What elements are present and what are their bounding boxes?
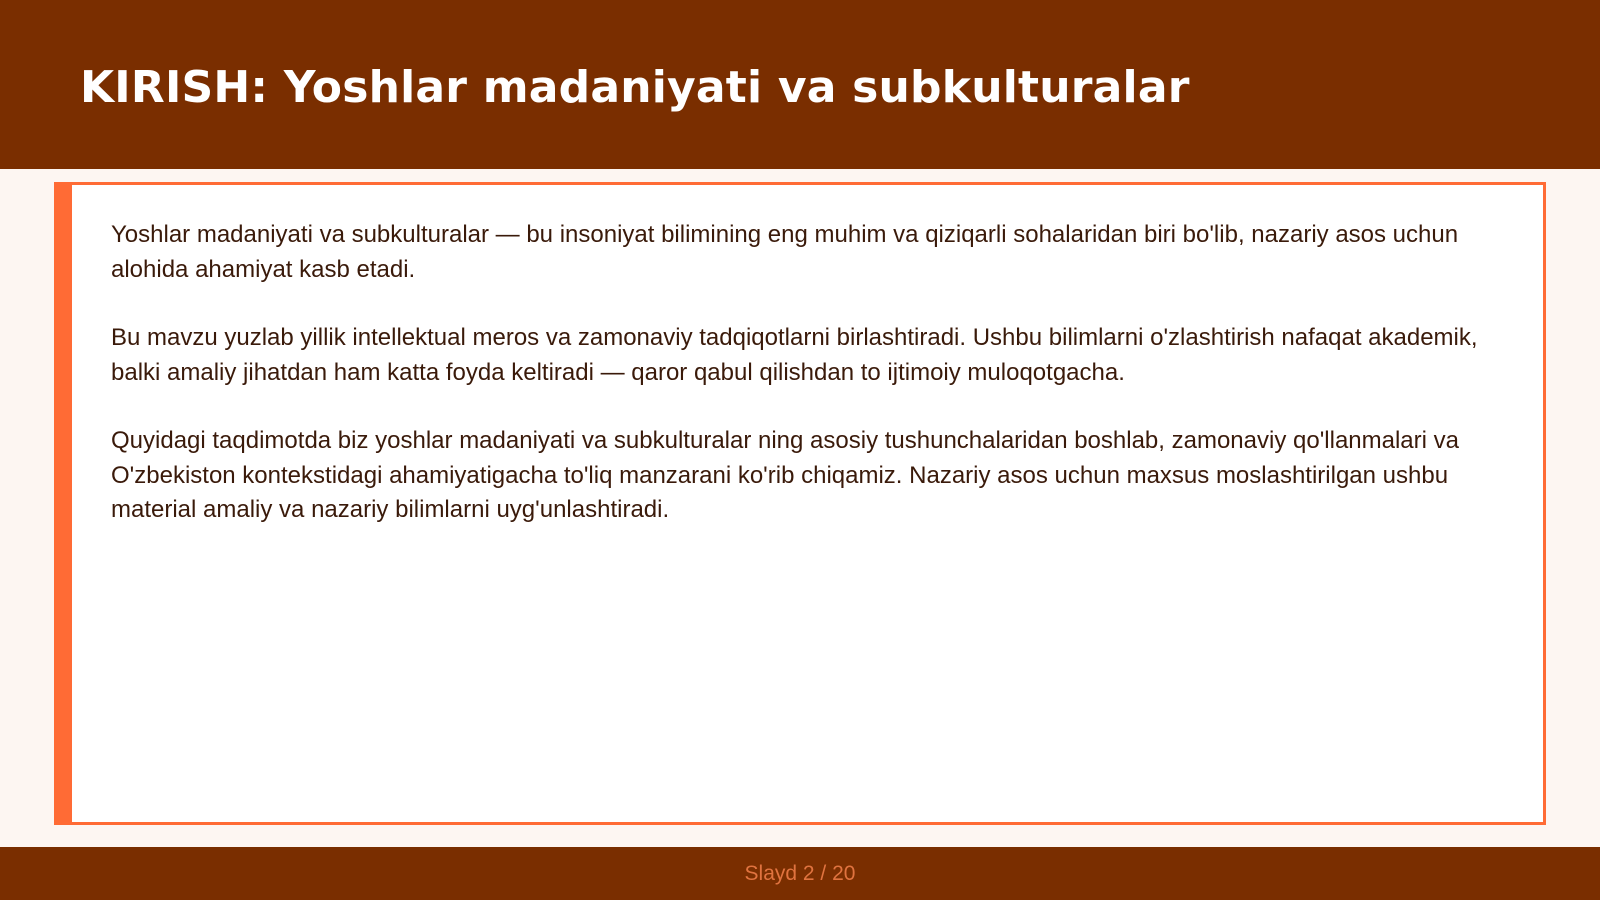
slide-header bbox=[0, 0, 1600, 169]
content-paragraph-1: Yoshlar madaniyati va subkulturalar — bu insoniyat bilimining eng muhim va qiziqarli sohalaridan biri bo'lib, nazariy asos uchun alohida ahamiyat kasb etadi. bbox=[111, 221, 1459, 283]
content-card bbox=[54, 182, 1546, 825]
content-body bbox=[111, 218, 1511, 562]
content-paragraph-2: Bu mavzu yuzlab yillik intellektual meros va zamonaviy tadqiqotlarni birlashtiradi. Ushbu bilimlarni o'zlashtirish nafaqat akademik, balki amaliy jihatdan ham katta foyda keltiradi — qaror qabul qilishdan to ijtimoiy muloqotgacha. bbox=[111, 324, 1478, 386]
slide-number: Slayd 2 / 20 bbox=[744, 862, 856, 885]
slide-footer bbox=[0, 847, 1600, 900]
slide-title: KIRISH: Yoshlar madaniyati va subkulturalar bbox=[80, 62, 1190, 113]
content-paragraph-3: Quyidagi taqdimotda biz yoshlar madaniyati va subkulturalar ning asosiy tushunchalaridan boshlab, zamonaviy qo'llanmalari va O'zbekiston kontekstidagi ahamiyatigacha to'liq manzarani ko'rib chiqamiz. Nazariy asos uchun maxsus moslashtirilgan ushbu material amaliy va nazariy bilimlarni uyg'unlashtiradi. bbox=[111, 427, 1459, 523]
